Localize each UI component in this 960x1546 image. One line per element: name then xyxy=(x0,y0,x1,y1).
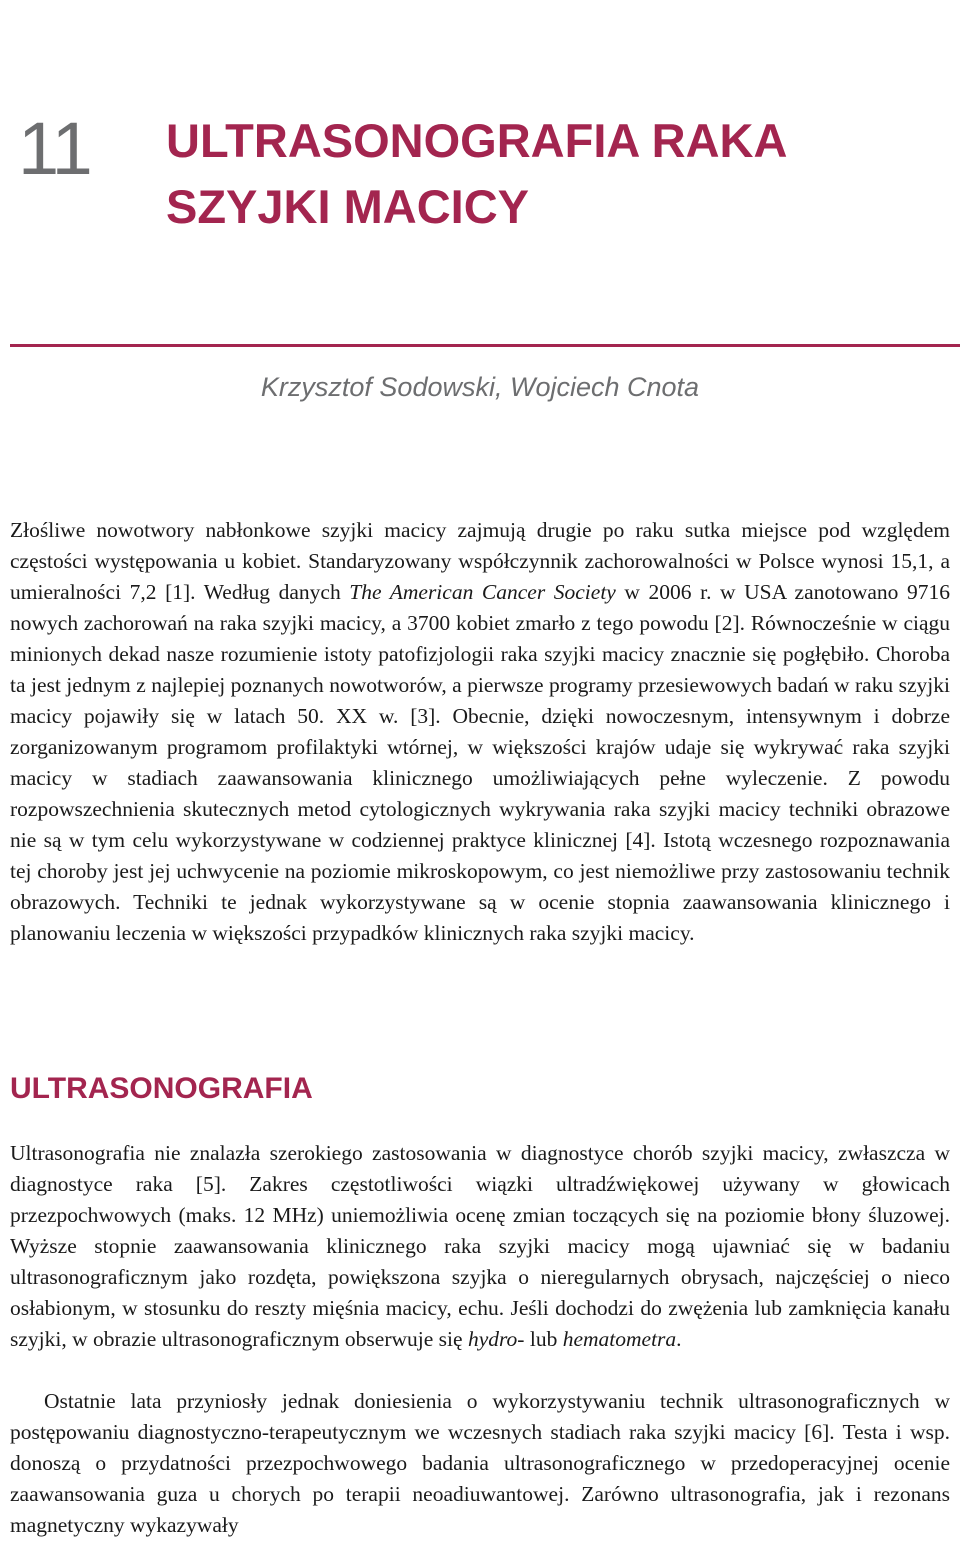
chapter-title-line-1: ULTRASONOGRAFIA RAKA xyxy=(166,114,788,167)
intro-source-name: The American Cancer Society xyxy=(349,580,616,604)
chapter-number: 11 xyxy=(18,107,91,190)
title-divider xyxy=(10,344,960,347)
section-heading: ULTRASONOGRAFIA xyxy=(10,1072,313,1105)
section-p1-part-1: Ultrasonografia nie znalazła szerokiego zastosowania w diagnostyce chorób szyjki macicy, zwłaszcza w diagnostyce raka [5]. Zakres częstotliwości wiązki ultradźwiękowej używany w głowicach przezpochwowych (maks. 12 MHz) uniemożliwia ocenę zmian toczących się na poziomie błony śluzowej. Wyższe stopnie zaawansowania klinicznego raka szyjki macicy mogą ujawniać się w badaniu ultrasonograficznym jako rozdęta, powiększona szyjka o nieregularnych obrysach, najczęściej o nieco osłabionym, w stosunku do reszty mięśnia macicy, echu. Jeśli dochodzi do zwężenia lub zamknięcia kanału szyjki, w obrazie ultrasonograficznym obserwuje się xyxy=(10,1141,950,1351)
intro-paragraph xyxy=(10,515,950,949)
section-p1-italic-hematometra: hematometra xyxy=(562,1327,677,1351)
section-p1-italic-hydro: hydro- xyxy=(467,1327,525,1351)
chapter-title xyxy=(166,108,946,240)
section-p1-part-3: . xyxy=(676,1327,682,1351)
section-paragraph-1 xyxy=(10,1138,950,1355)
intro-text-part-2: w 2006 r. w USA zanotowano 9716 nowych zachorowań na raka szyjki macicy, a 3700 kobiet zmarło z tego powodu [2]. Równocześnie w ciągu minionych dekad nasze rozumienie istoty patofizjologii raka szyjki macicy znacznie się pogłębiło. Choroba ta jest jednym z najlepiej poznanych nowotworów, a pierwsze programy przesiewowych badań w raku szyjki macicy pojawiły się w latach 50. XX w. [3]. Obecnie, dzięki nowoczesnym, intensywnym i dobrze zorganizowanym programom profilaktyki wtórnej, w większości krajów udaje się wykrywać raka szyjki macicy w stadiach zaawansowania klinicznego umożliwiających pełne wyleczenie. Z powodu rozpowszechnienia skutecznych metod cytologicznych wykrywania raka szyjki macicy techniki obrazowe nie są w tym celu wykorzystywane w codziennej praktyce klinicznej [4]. Istotą wczesnego rozpoznawania tej choroby jest jej uchwycenie na poziomie mikroskopowym, co jest niemożliwe przy zastosowaniu technik obrazowych. Techniki te jednak wykorzystywane są w ocenie stopnia zaawansowania klinicznego i planowaniu leczenia w większości przypadków klinicznych raka szyjki macicy. xyxy=(10,580,950,945)
chapter-title-line-2: SZYJKI MACICY xyxy=(166,180,529,233)
section-p1-part-2: lub xyxy=(524,1327,563,1351)
chapter-authors: Krzysztof Sodowski, Wojciech Cnota xyxy=(260,372,700,402)
section-paragraph-2: Ostatnie lata przyniosły jednak doniesienia o wykorzystywaniu technik ultrasonograficznych w postępowaniu diagnostyczno-terapeutycznym we wczesnych stadiach raka szyjki macicy [6]. Testa i wsp. donoszą o przydatności przezpochwowego badania ultrasonograficznego w przedoperacyjnej ocenie zaawansowania guza u chorych po terapii neoadiuwantowej. Zarówno ultrasonografia, jak i rezonans magnetyczny wykazywały xyxy=(10,1389,950,1537)
intro-text-part-1: Złośliwe nowotwory nabłonkowe szyjki macicy zajmują drugie po raku sutka miejsce pod względem częstości występowania u kobiet. Standaryzowany współczynnik zachorowalności w Polsce wynosi 15,1, a umieralności 7,2 [1]. Według danych xyxy=(10,518,950,604)
